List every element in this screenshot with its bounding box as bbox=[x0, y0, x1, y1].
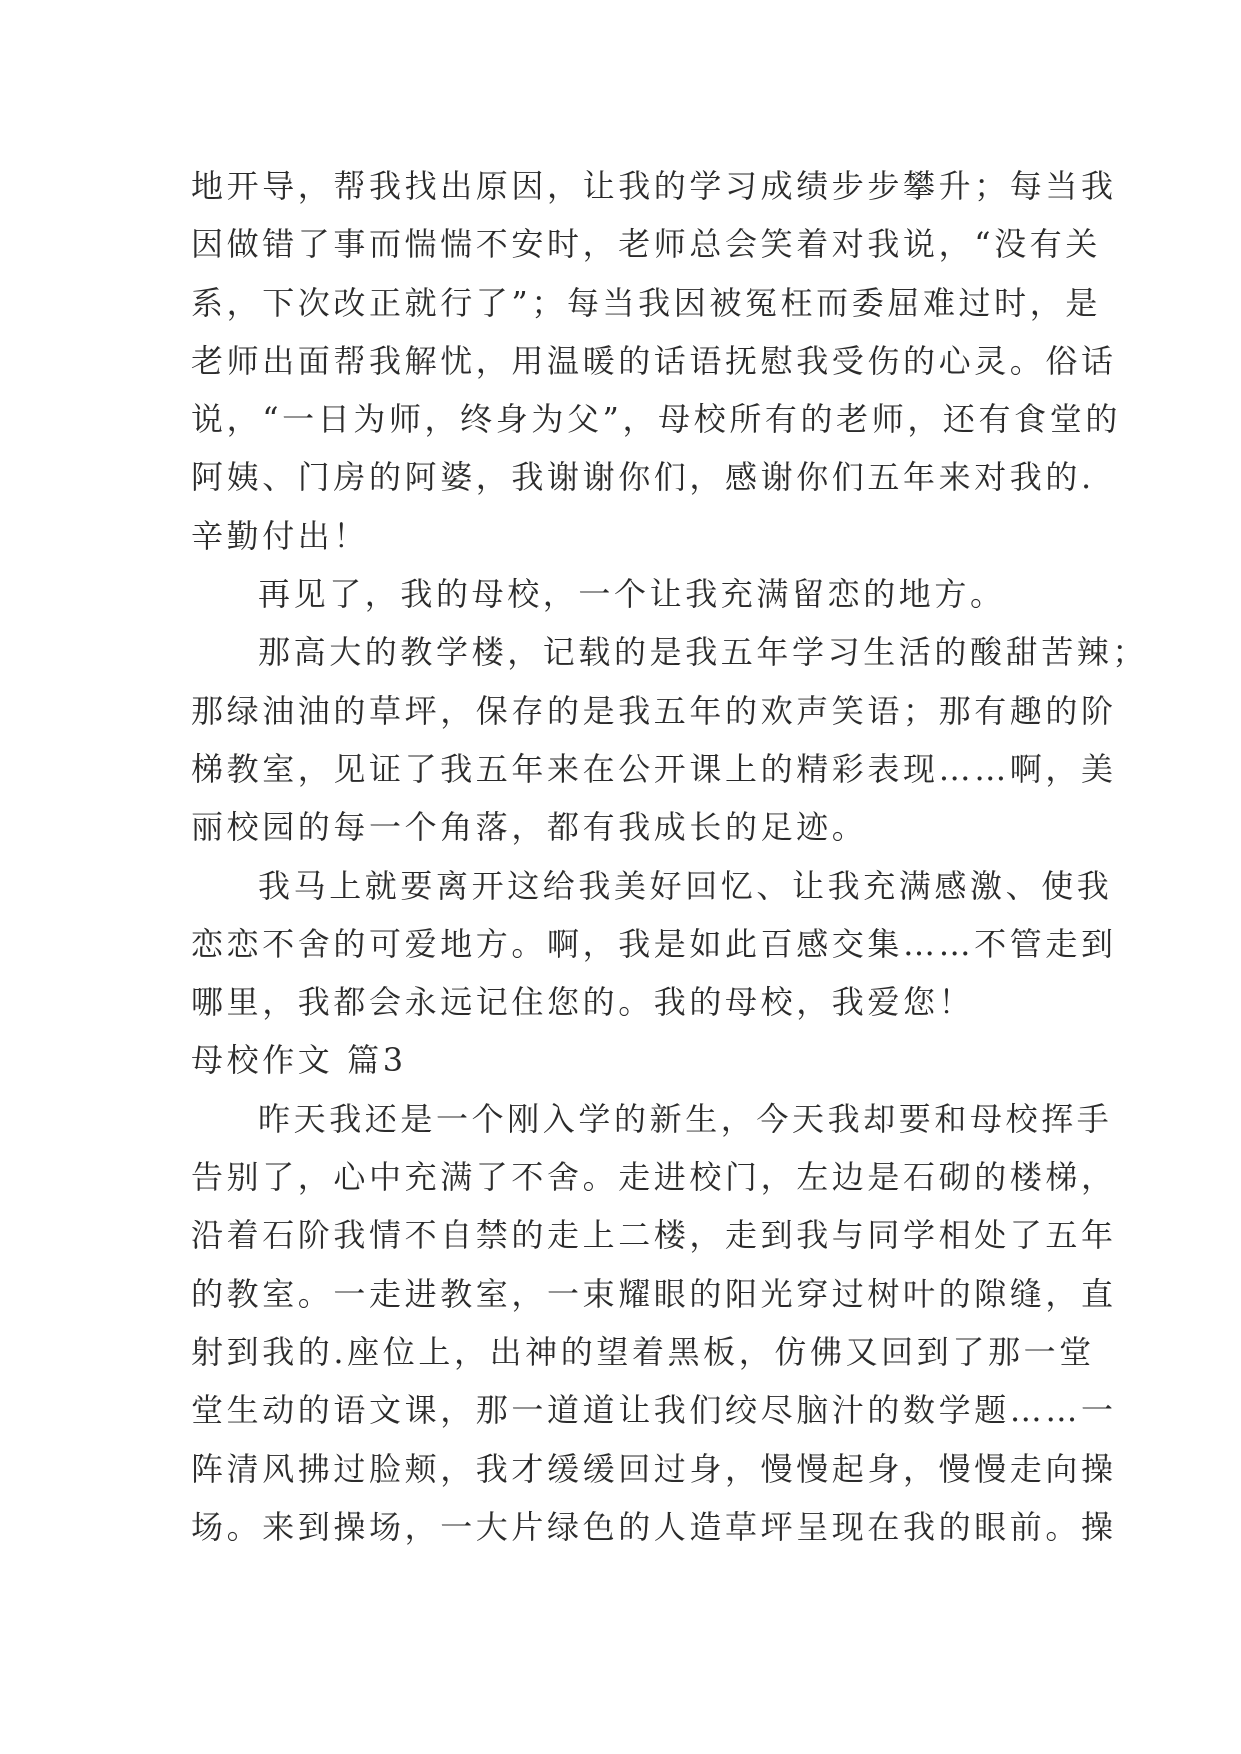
article-body bbox=[191, 157, 1149, 1556]
text-line: 的教室。一走进教室，一束耀眼的阳光穿过树叶的隙缝，直 bbox=[191, 1274, 1117, 1313]
text-line: 丽校园的每一个角落，都有我成长的足迹。 bbox=[191, 808, 868, 847]
text-line: 沿着石阶我情不自禁的走上二楼，走到我与同学相处了五年 bbox=[191, 1216, 1117, 1255]
text-line: 恋恋不舍的可爱地方。啊，我是如此百感交集……不管走到 bbox=[191, 924, 1117, 963]
text-line: 场。来到操场，一大片绿色的人造草坪呈现在我的眼前。操 bbox=[191, 1507, 1117, 1546]
text-line: 阵清风拂过脸颊，我才缓缓回过身，慢慢起身，慢慢走向操 bbox=[191, 1449, 1117, 1488]
paragraph-first-line: 再见了，我的母校，一个让我充满留恋的地方。 bbox=[258, 575, 1006, 614]
paragraph-first-line: 那高大的教学楼，记载的是我五年学习生活的酸甜苦辣； bbox=[258, 633, 1149, 672]
text-line: 阿姨、门房的阿婆，我谢谢你们，感谢你们五年来对我的. bbox=[191, 458, 1095, 497]
paragraph-first-line: 我马上就要离开这给我美好回忆、让我充满感激、使我 bbox=[258, 866, 1113, 905]
text-line: 地开导，帮我找出原因，让我的学习成绩步步攀升；每当我 bbox=[191, 167, 1117, 205]
paragraph-first-line: 昨天我还是一个刚入学的新生，今天我却要和母校挥手 bbox=[258, 1099, 1113, 1138]
text-line: 老师出面帮我解忧，用温暖的话语抚慰我受伤的心灵。俗话 bbox=[191, 341, 1117, 380]
text-line: 系，下次改正就行了”；每当我因被冤枉而委屈难过时，是 bbox=[191, 283, 1101, 322]
text-line: 告别了，心中充满了不舍。走进校门，左边是石砌的楼梯， bbox=[191, 1158, 1117, 1197]
text-line: 那绿油油的草坪，保存的是我五年的欢声笑语；那有趣的阶 bbox=[191, 691, 1117, 730]
text-line: 射到我的.座位上，出神的望着黑板，仿佛又回到了那一堂 bbox=[191, 1332, 1095, 1371]
text-line: 堂生动的语文课，那一道道让我们绞尽脑汁的数学题……一 bbox=[191, 1391, 1117, 1430]
text-line: 辛勤付出！ bbox=[191, 516, 370, 555]
text-line: 哪里，我都会永远记住您的。我的母校，我爱您！ bbox=[191, 983, 975, 1022]
section-heading: 母校作文 篇3 bbox=[191, 1041, 407, 1080]
text-line: 梯教室，见证了我五年来在公开课上的精彩表现……啊，美 bbox=[191, 749, 1117, 788]
text-line: 因做错了事而惴惴不安时，老师总会笑着对我说，“没有关 bbox=[191, 225, 1101, 264]
text-line: 说，“一日为师，终身为父”，母校所有的老师，还有食堂的 bbox=[191, 400, 1121, 439]
